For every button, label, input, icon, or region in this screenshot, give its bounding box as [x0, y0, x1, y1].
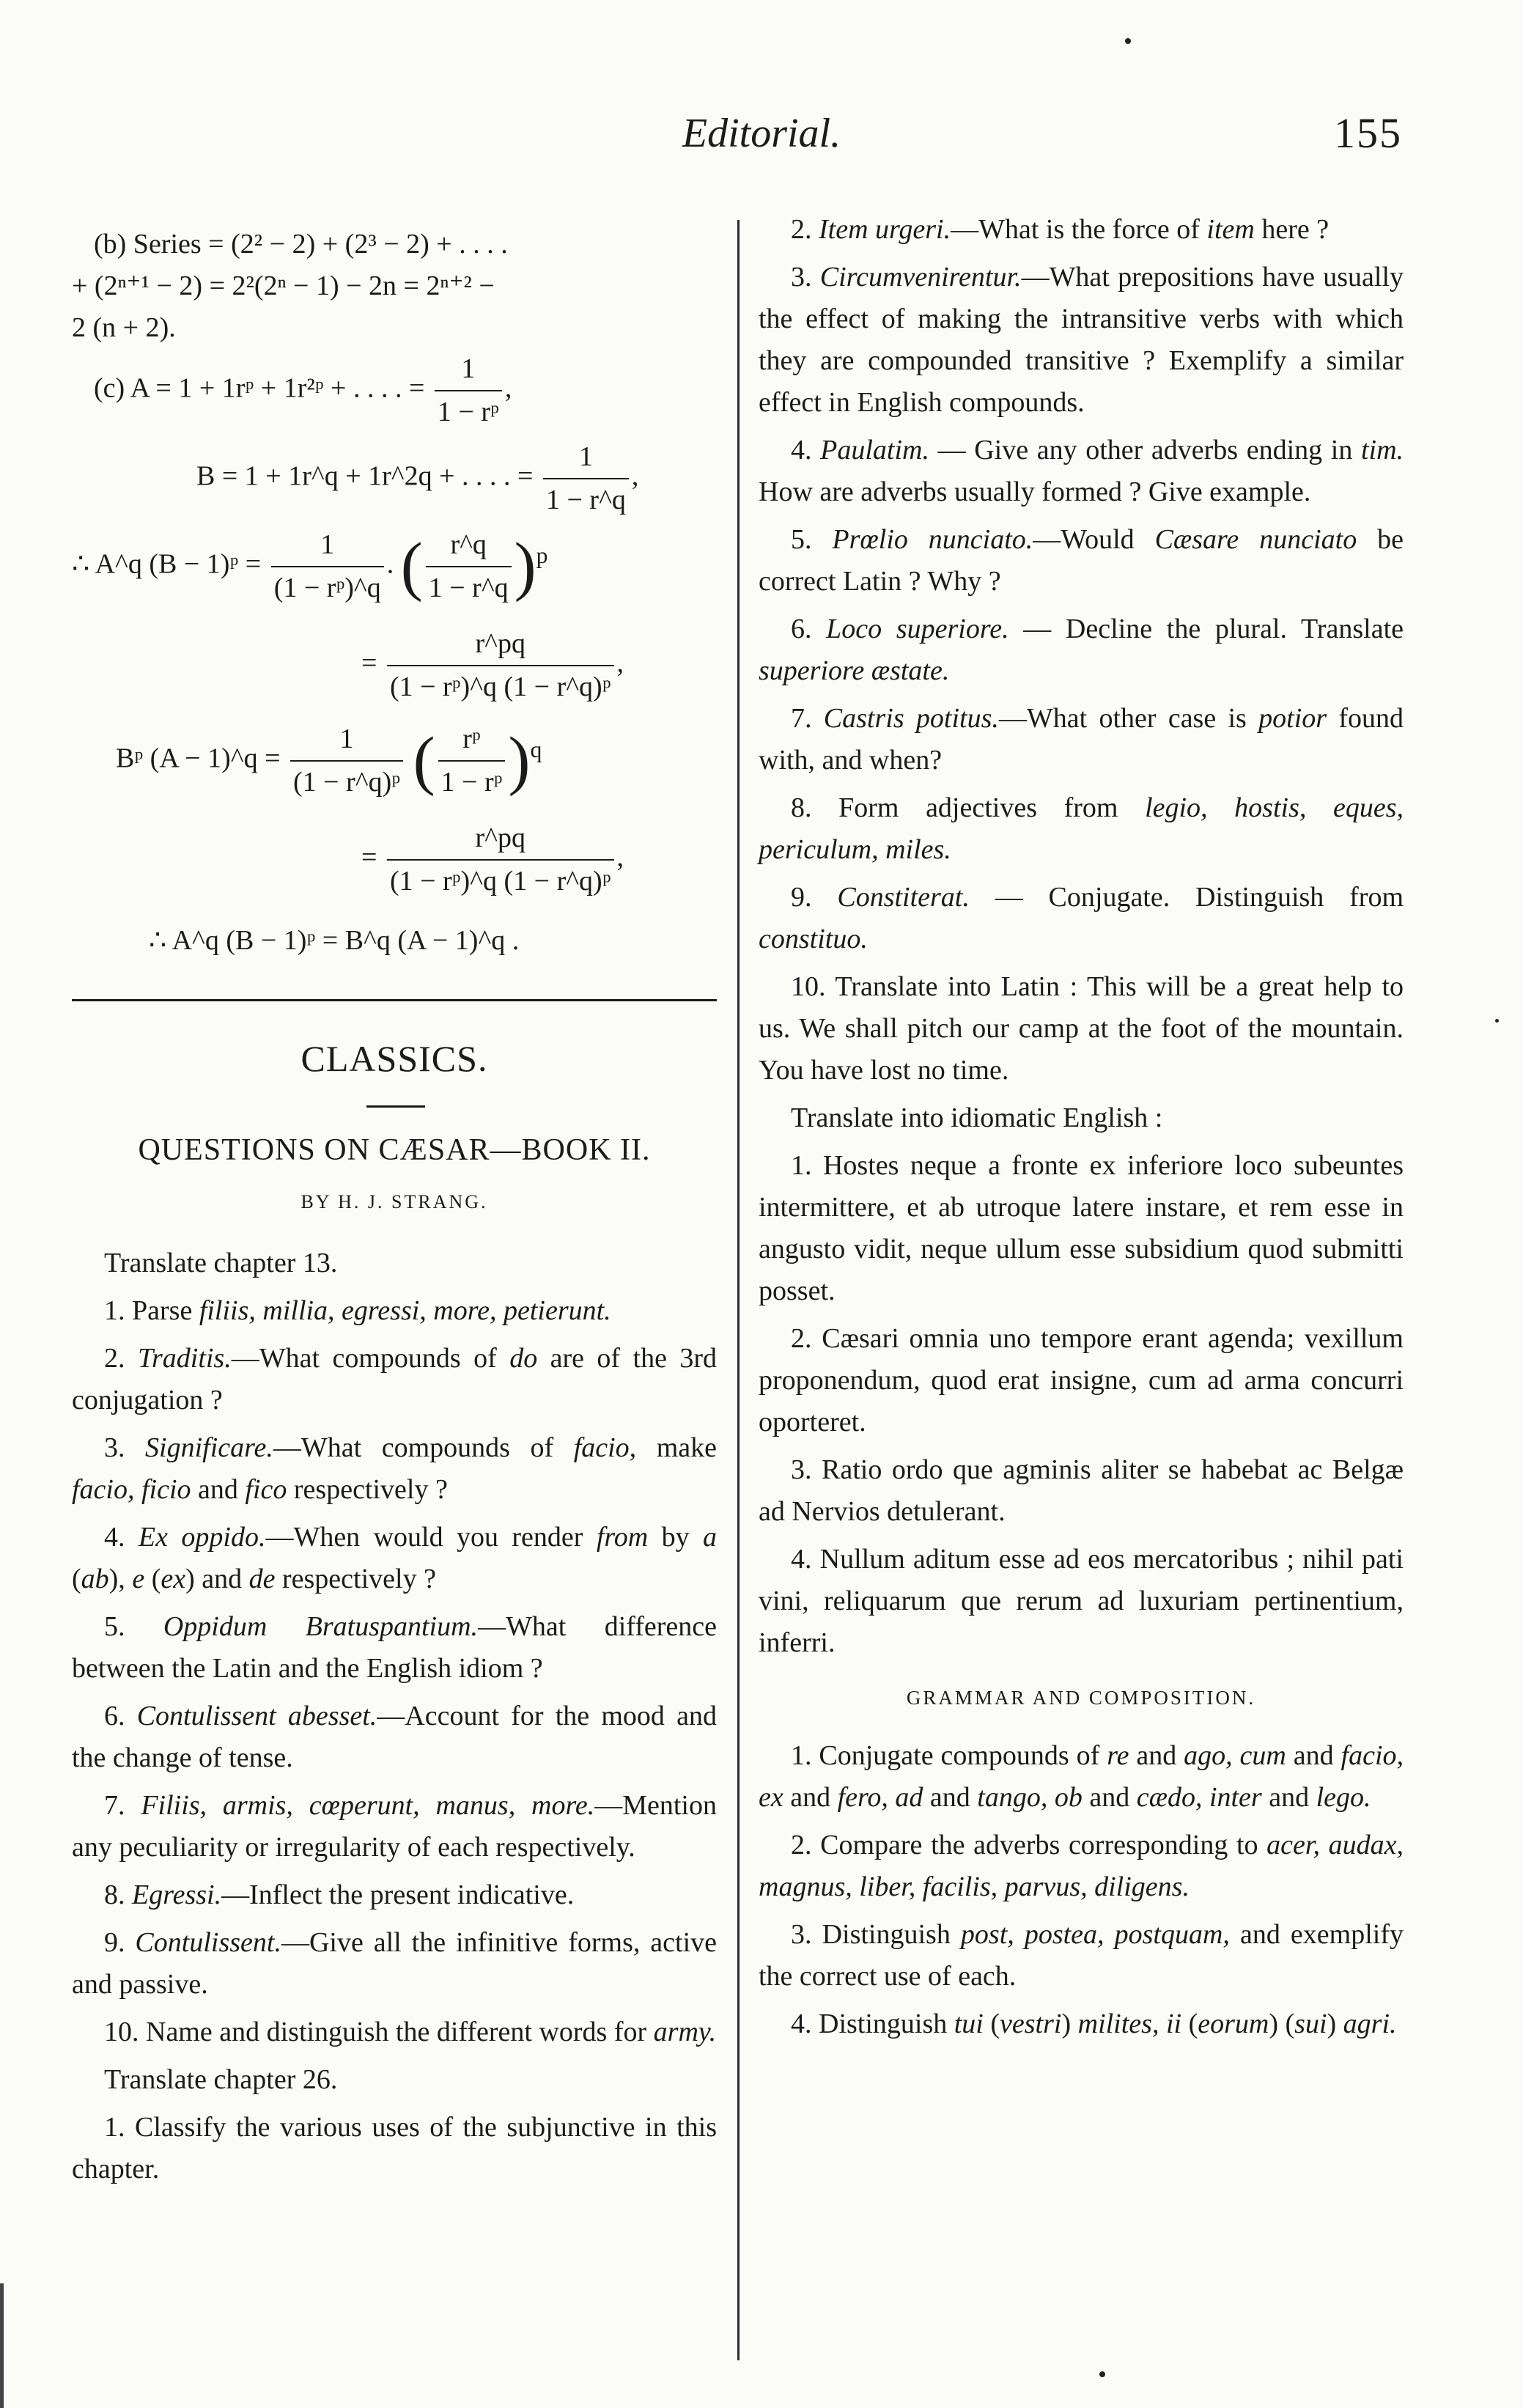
- question-item: 5. Prœlio nunciato.—Would Cæsare nunciato be correct Latin ? Why ?: [759, 524, 1404, 597]
- short-rule: [366, 1105, 425, 1108]
- question-item: 2. Cæsari omnia uno tempore erant agenda; vexillum proponendum, quod erat insigne, cum ad arma concurri oporteret.: [759, 1323, 1404, 1437]
- math-paren: ): [514, 530, 536, 603]
- math-aq-fraction-2: [426, 524, 512, 609]
- math-c-a: (c) A = 1 + 1rᵖ + 1r²ᵖ + . . . . = $\frac{1}{\text{1 − rᵖ}}$ ,: [94, 348, 512, 433]
- math-numerator: r^pq: [475, 822, 526, 853]
- math-exponent: p: [536, 542, 548, 569]
- math-numerator: 1: [339, 723, 354, 754]
- question-item: 9. Constiterat. — Conjugate. Distinguish from constituo.: [759, 882, 1404, 954]
- question-item: 3. Ratio ordo que agminis aliter se habebat ac Belgæ ad Nervios detulerant.: [759, 1454, 1404, 1527]
- math-c-a-fraction: [435, 348, 502, 433]
- math-denominator: 1 − r^q: [543, 478, 629, 521]
- speck: [1125, 38, 1131, 44]
- running-title: Editorial.: [682, 111, 841, 156]
- author-byline: BY H. J. STRANG.: [300, 1191, 488, 1212]
- question-item: 7. Filiis, armis, cœperunt, manus, more.—Mention any peculiarity or irregularity of each respectively.: [72, 1790, 717, 1863]
- math-bp-fraction-1: [290, 718, 403, 803]
- math-exponent: q: [530, 737, 542, 763]
- question-item: 10. Name and distinguish the different words for army.: [104, 2017, 717, 2047]
- math-denominator: (1 − rᵖ)^q (1 − r^q)ᵖ: [387, 665, 614, 708]
- question-item: 1. Parse filiis, millia, egressi, more, petierunt.: [104, 1295, 611, 1326]
- math-aq-result: = $\frac{r\^{}pq}{\text{(1 − rᵖ)\textasciicircum{}q (1 − r\textasciicircum{}q)ᵖ}}$ ,: [361, 623, 624, 708]
- math-paren: (: [400, 530, 423, 603]
- question-item: 4. Nullum aditum esse ad eos mercatoribus ; nihil pati vini, reliquarum que rerum ad luxuriam pertinentium, inferri.: [759, 1544, 1404, 1658]
- speck: [1495, 1019, 1499, 1023]
- question-item: 5. Oppidum Bratuspantium.—What difference between the Latin and the English idiom ?: [72, 1611, 718, 1684]
- math-aq-fraction-1: [271, 524, 384, 609]
- math-numerator: rᵖ: [462, 723, 481, 754]
- question-item: 4. Distinguish tui (vestri) milites, ii (eorum) (sui) agri.: [791, 2008, 1397, 2039]
- question-item: 1. Hostes neque a fronte ex inferiore loco subeuntes intermittere, et ab utroque latere instare, et rem esse in angusto vidit, neque ullum esse subsidium quod submitti posset.: [759, 1150, 1404, 1306]
- question-item: 3. Significare.—What compounds of facio, make facio, ficio and fico respectively ?: [72, 1432, 718, 1505]
- math-numerator: 1: [461, 353, 476, 384]
- left-column: [72, 224, 717, 979]
- question-item: 4. Paulatim. — Give any other adverbs ending in tim. How are adverbs usually formed ? Give example.: [759, 435, 1404, 507]
- section-heading: GRAMMAR AND COMPOSITION.: [906, 1687, 1256, 1709]
- math-b-line1: (b) Series = (2² − 2) + (2³ − 2) + . . . .: [94, 229, 508, 259]
- question-item: 6. Loco superiore. — Decline the plural. Translate superiore æstate.: [759, 614, 1404, 686]
- math-c-b-lhs: B = 1 + 1r^q + 1r^2q + . . . . =: [196, 460, 534, 492]
- question-item: 3. Circumvenirentur.—What prepositions have usually the effect of making the intransitive verbs with which they are compounded transitive ? Exemplify a similar effect in English compounds.: [759, 262, 1404, 418]
- math-solution: [72, 224, 717, 979]
- math-denominator: 1 − rᵖ: [435, 390, 502, 433]
- math-c-b: B = 1 + 1r^q + 1r^2q + . . . . = $\frac{1}{1 - r\^{}q}$ ,: [196, 436, 638, 521]
- math-b-line3: 2 (n + 2).: [72, 312, 176, 343]
- math-denominator: 1 − r^q: [426, 566, 512, 609]
- classics-heading: CLASSICS.: [300, 1038, 488, 1079]
- question-item: 8. Egressi.—Inflect the present indicative.: [104, 1879, 575, 1910]
- questions-heading: QUESTIONS ON CÆSAR—BOOK II.: [138, 1133, 651, 1167]
- question-item: 1. Classify the various uses of the subjunctive in this chapter.: [72, 2112, 717, 2184]
- question-item: 8. Form adjectives from legio, hostis, eques, periculum, miles.: [759, 792, 1404, 865]
- instruction-line: Translate chapter 13.: [104, 1248, 338, 1278]
- math-conclusion: ∴ A^q (B − 1)ᵖ = B^q (A − 1)^q .: [149, 925, 520, 956]
- question-item: 6. Contulissent abesset.—Account for the mood and the change of tense.: [72, 1701, 717, 1773]
- math-denominator: (1 − rᵖ)^q: [271, 566, 384, 609]
- math-numerator: 1: [320, 529, 335, 560]
- page-edge-mark: [0, 2283, 4, 2408]
- math-paren: ): [508, 724, 531, 797]
- math-bp-lhs: Bᵖ (A − 1)^q =: [116, 743, 281, 774]
- math-paren: (: [413, 724, 435, 797]
- question-item: 2. Compare the adverbs corresponding to acer, audax, magnus, liber, facilis, parvus, diligens.: [759, 1830, 1404, 1902]
- math-denominator: 1 − rᵖ: [438, 760, 506, 803]
- math-numerator: r^pq: [475, 628, 526, 659]
- column-divider: [737, 220, 740, 2360]
- right-column: [759, 209, 1404, 2051]
- question-item: 2. Item urgeri.—What is the force of item here ?: [791, 214, 1330, 245]
- section-rule: [72, 999, 717, 1001]
- math-aq-lhs: ∴ A^q (B − 1)ᵖ =: [72, 548, 262, 580]
- speck: [1099, 2371, 1105, 2377]
- math-bp-result: = $\frac{r\^{}pq}{\text{(1 − rᵖ)\textasciicircum{}q (1 − r\textasciicircum{}q)ᵖ}}$ ,: [361, 817, 624, 902]
- math-bp-result-fraction: [387, 817, 614, 902]
- math-bp-fraction-2: [438, 718, 506, 803]
- math-c-a-lhs: (c) A = 1 + 1rᵖ + 1r²ᵖ + . . . . =: [94, 372, 425, 404]
- question-item: 2. Traditis.—What compounds of do are of the 3rd conjugation ?: [72, 1343, 718, 1415]
- math-bp-line: [116, 718, 542, 803]
- question-item: 7. Castris potitus.—What other case is potior found with, and when?: [759, 703, 1404, 776]
- math-numerator: r^q: [450, 529, 487, 560]
- left-questions: [72, 1242, 717, 2196]
- question-item: 4. Ex oppido.—When would you render from by a (ab), e (ex) and de respectively ?: [72, 1522, 718, 1594]
- page-number: 155: [1334, 109, 1402, 157]
- math-b-line2: + (2ⁿ⁺¹ − 2) = 2²(2ⁿ − 1) − 2n = 2ⁿ⁺² −: [72, 270, 495, 301]
- math-aq-result-fraction: [387, 623, 614, 708]
- instruction-line: Translate into idiomatic English :: [791, 1102, 1163, 1133]
- question-item: 9. Contulissent.—Give all the infinitive forms, active and passive.: [72, 1927, 717, 2000]
- question-item: 10. Translate into Latin : This will be a great help to us. We shall pitch our camp at the foot of the mountain. You have lost no time.: [759, 971, 1404, 1086]
- question-item: 1. Conjugate compounds of re and ago, cum and facio, ex and fero, ad and tango, ob and cædo, inter and lego.: [759, 1740, 1404, 1813]
- math-denominator: (1 − rᵖ)^q (1 − r^q)ᵖ: [387, 859, 614, 902]
- math-c-b-fraction: [543, 436, 629, 521]
- question-item: 3. Distinguish post, postea, postquam, and exemplify the correct use of each.: [759, 1919, 1404, 1992]
- math-denominator: (1 − r^q)ᵖ: [290, 760, 403, 803]
- instruction-line: Translate chapter 26.: [104, 2064, 338, 2095]
- math-aq-line: ∴ A^q (B − 1)ᵖ = $\frac{1}{\text{(1 − rᵖ)\textasciicircum{}q}}$ . ( $\frac{r\^{}q}{1 - r\^{}q}$ )$^p$: [72, 524, 547, 609]
- math-numerator: 1: [578, 441, 593, 472]
